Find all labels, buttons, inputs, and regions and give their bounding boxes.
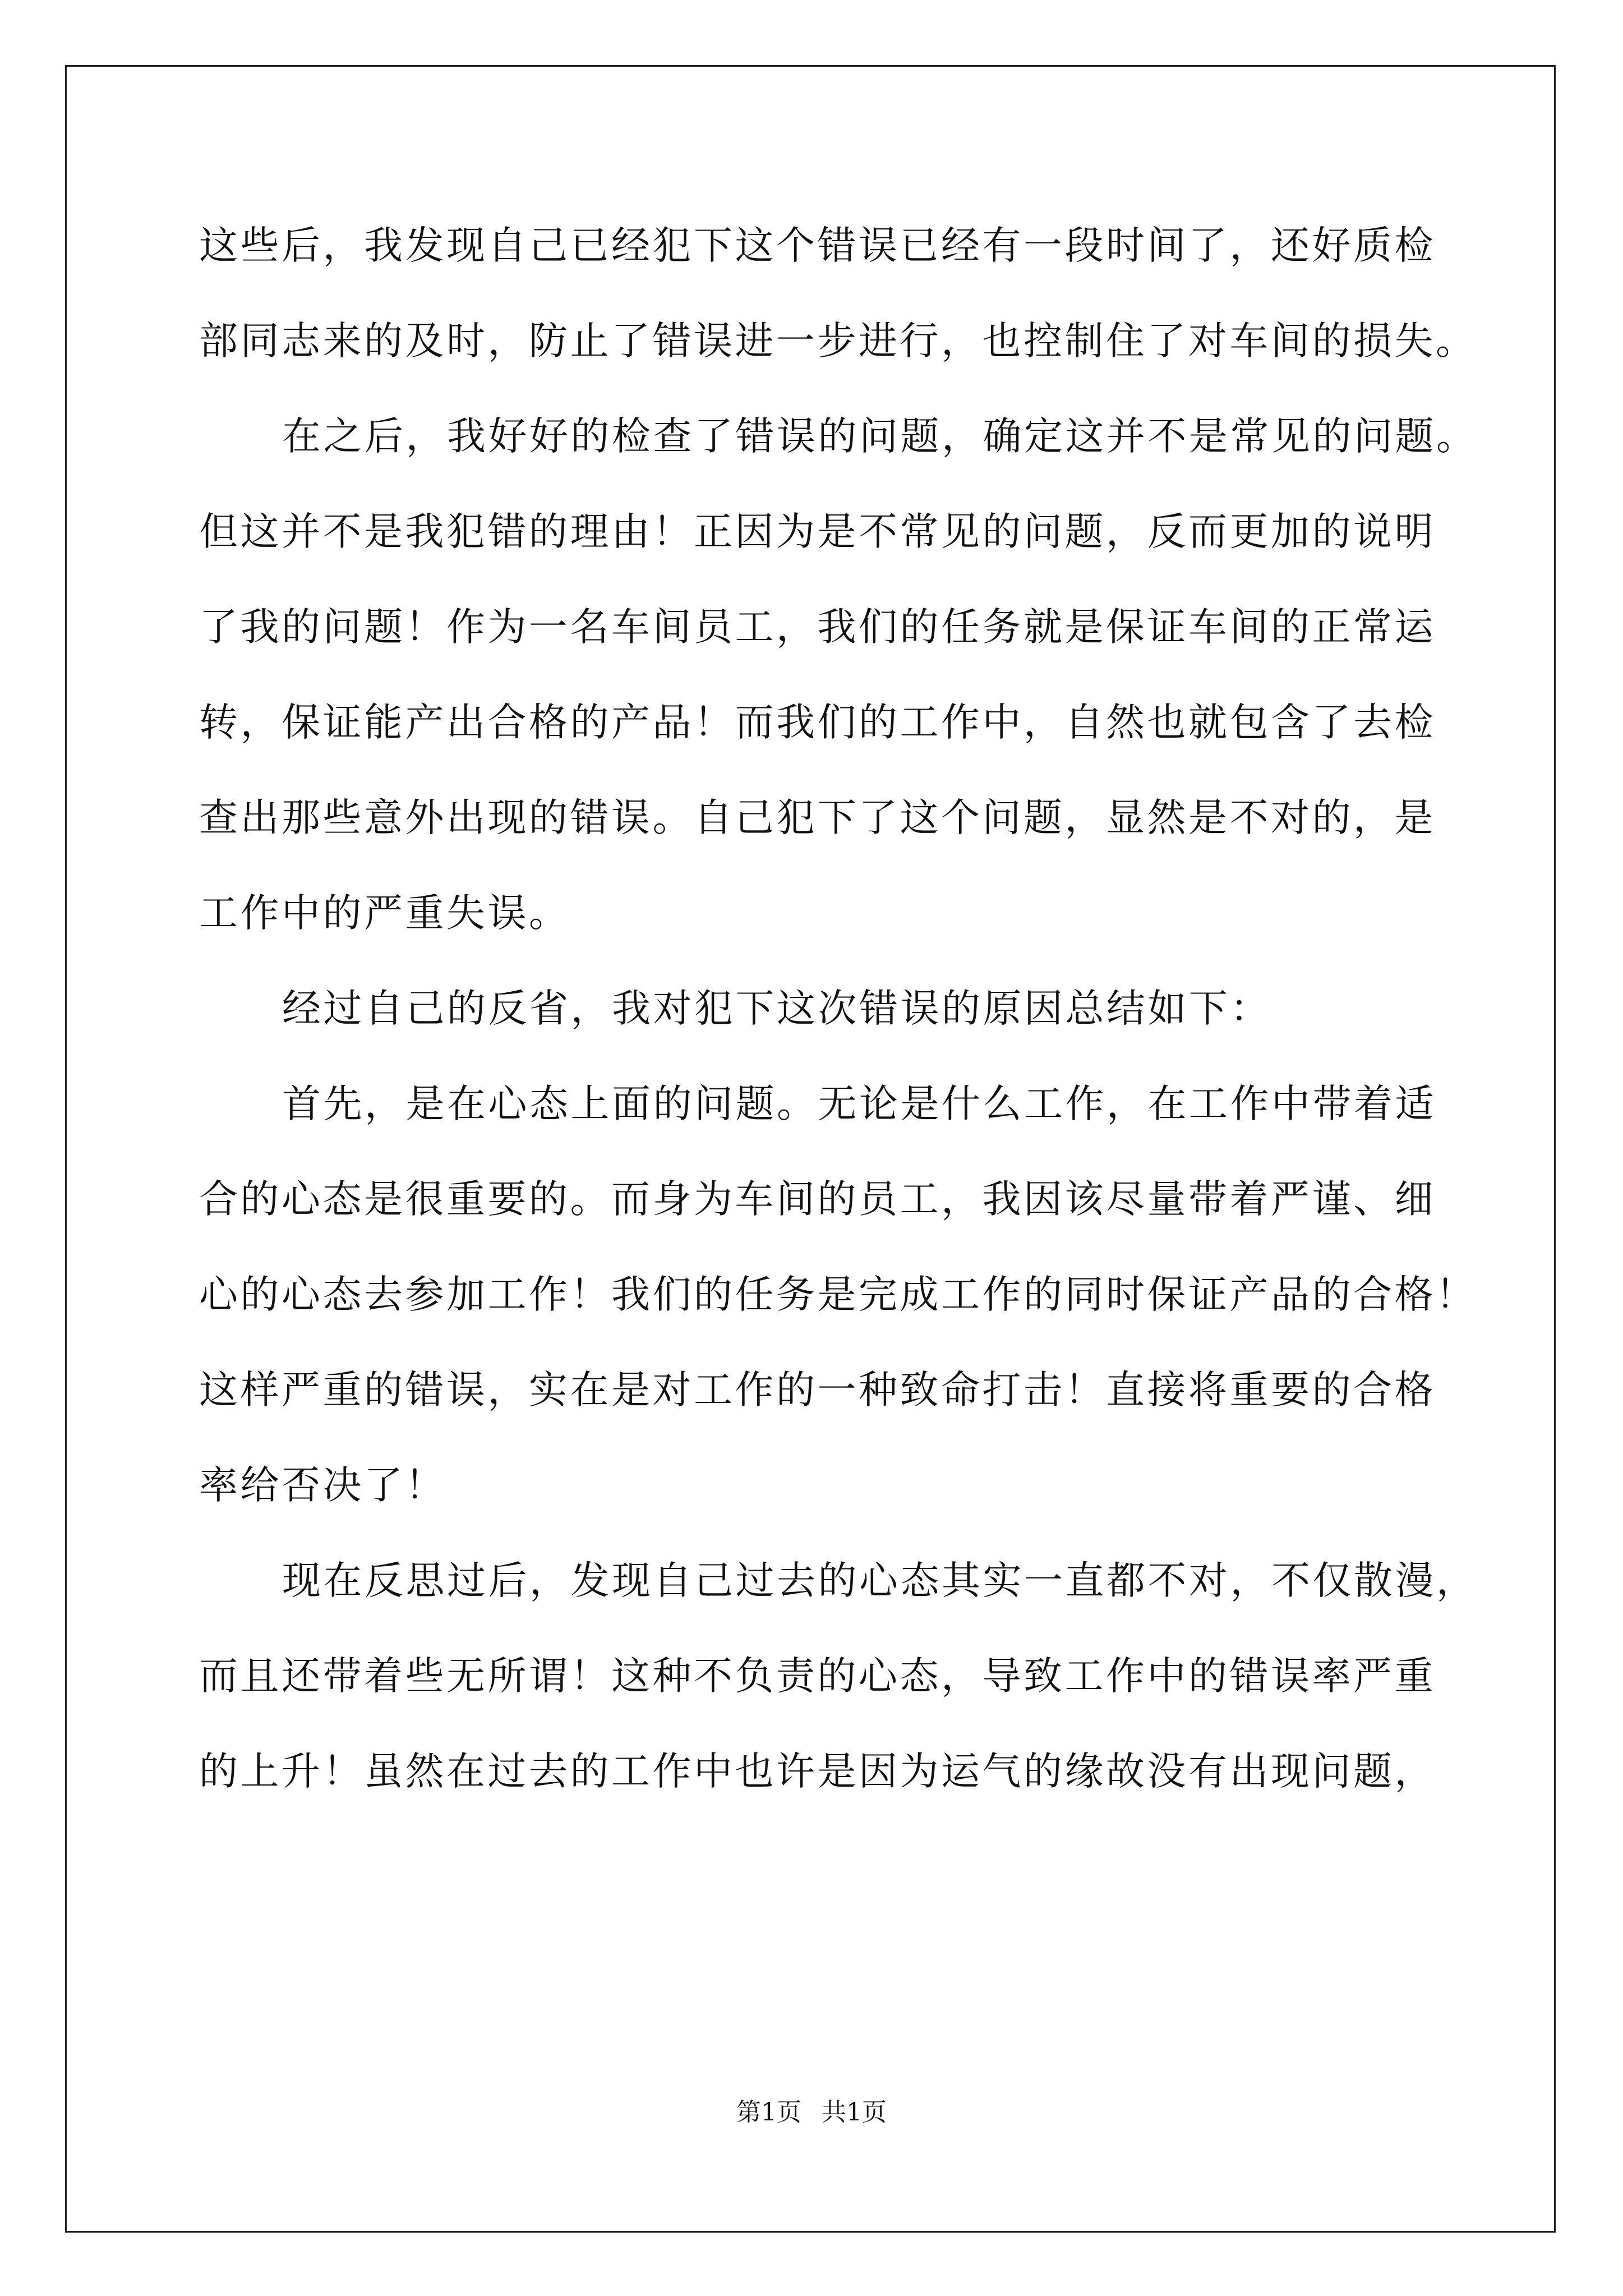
page-footer [0,2097,1623,2128]
paragraph-first-line: 经过自己的反省，我对犯下这次错误的原因总结如下： [282,986,1271,1031]
paragraph-first-line: 现在反思过后，发现自己过去的心态其实一直都不对，不仅散漫， [282,1558,1478,1603]
text-line: 查出那些意外出现的错误。自己犯下了这个问题，显然是不对的，是 [199,795,1436,840]
paragraph-first-line: 首先，是在心态上面的问题。无论是什么工作，在工作中带着适 [282,1082,1436,1126]
page-number: 第1页 [736,2098,801,2127]
text-line: 的上升！虽然在过去的工作中也许是因为运气的缘故没有出现问题， [199,1749,1436,1794]
text-line: 而且还带着些无所谓！这种不负责的心态，导致工作中的错误率严重 [199,1654,1436,1699]
text-line: 工作中的严重失误。 [199,891,570,936]
page-total: 共1页 [822,2098,887,2127]
text-line: 心的心态去参加工作！我们的任务是完成工作的同时保证产品的合格！ [199,1272,1477,1317]
text-line: 这些后，我发现自己已经犯下这个错误已经有一段时间了，还好质检 [199,223,1436,268]
text-line: 部同志来的及时，防止了错误进一步进行，也控制住了对车间的损失。 [199,319,1477,364]
text-line: 率给否决了！ [199,1463,446,1508]
paragraph-first-line: 在之后，我好好的检查了错误的问题，确定这并不是常见的问题。 [282,414,1478,459]
text-line: 了我的问题！作为一名车间员工，我们的任务就是保证车间的正常运 [199,605,1436,650]
text-line: 合的心态是很重要的。而身为车间的员工，我因该尽量带着严谨、细 [199,1177,1436,1222]
text-line: 这样严重的错误，实在是对工作的一种致命打击！直接将重要的合格 [199,1368,1436,1412]
text-line: 但这并不是我犯错的理由！正因为是不常见的问题，反而更加的说明 [199,509,1436,554]
text-line: 转，保证能产出合格的产品！而我们的工作中，自然也就包含了去检 [199,700,1436,745]
page-border [65,65,1556,2233]
